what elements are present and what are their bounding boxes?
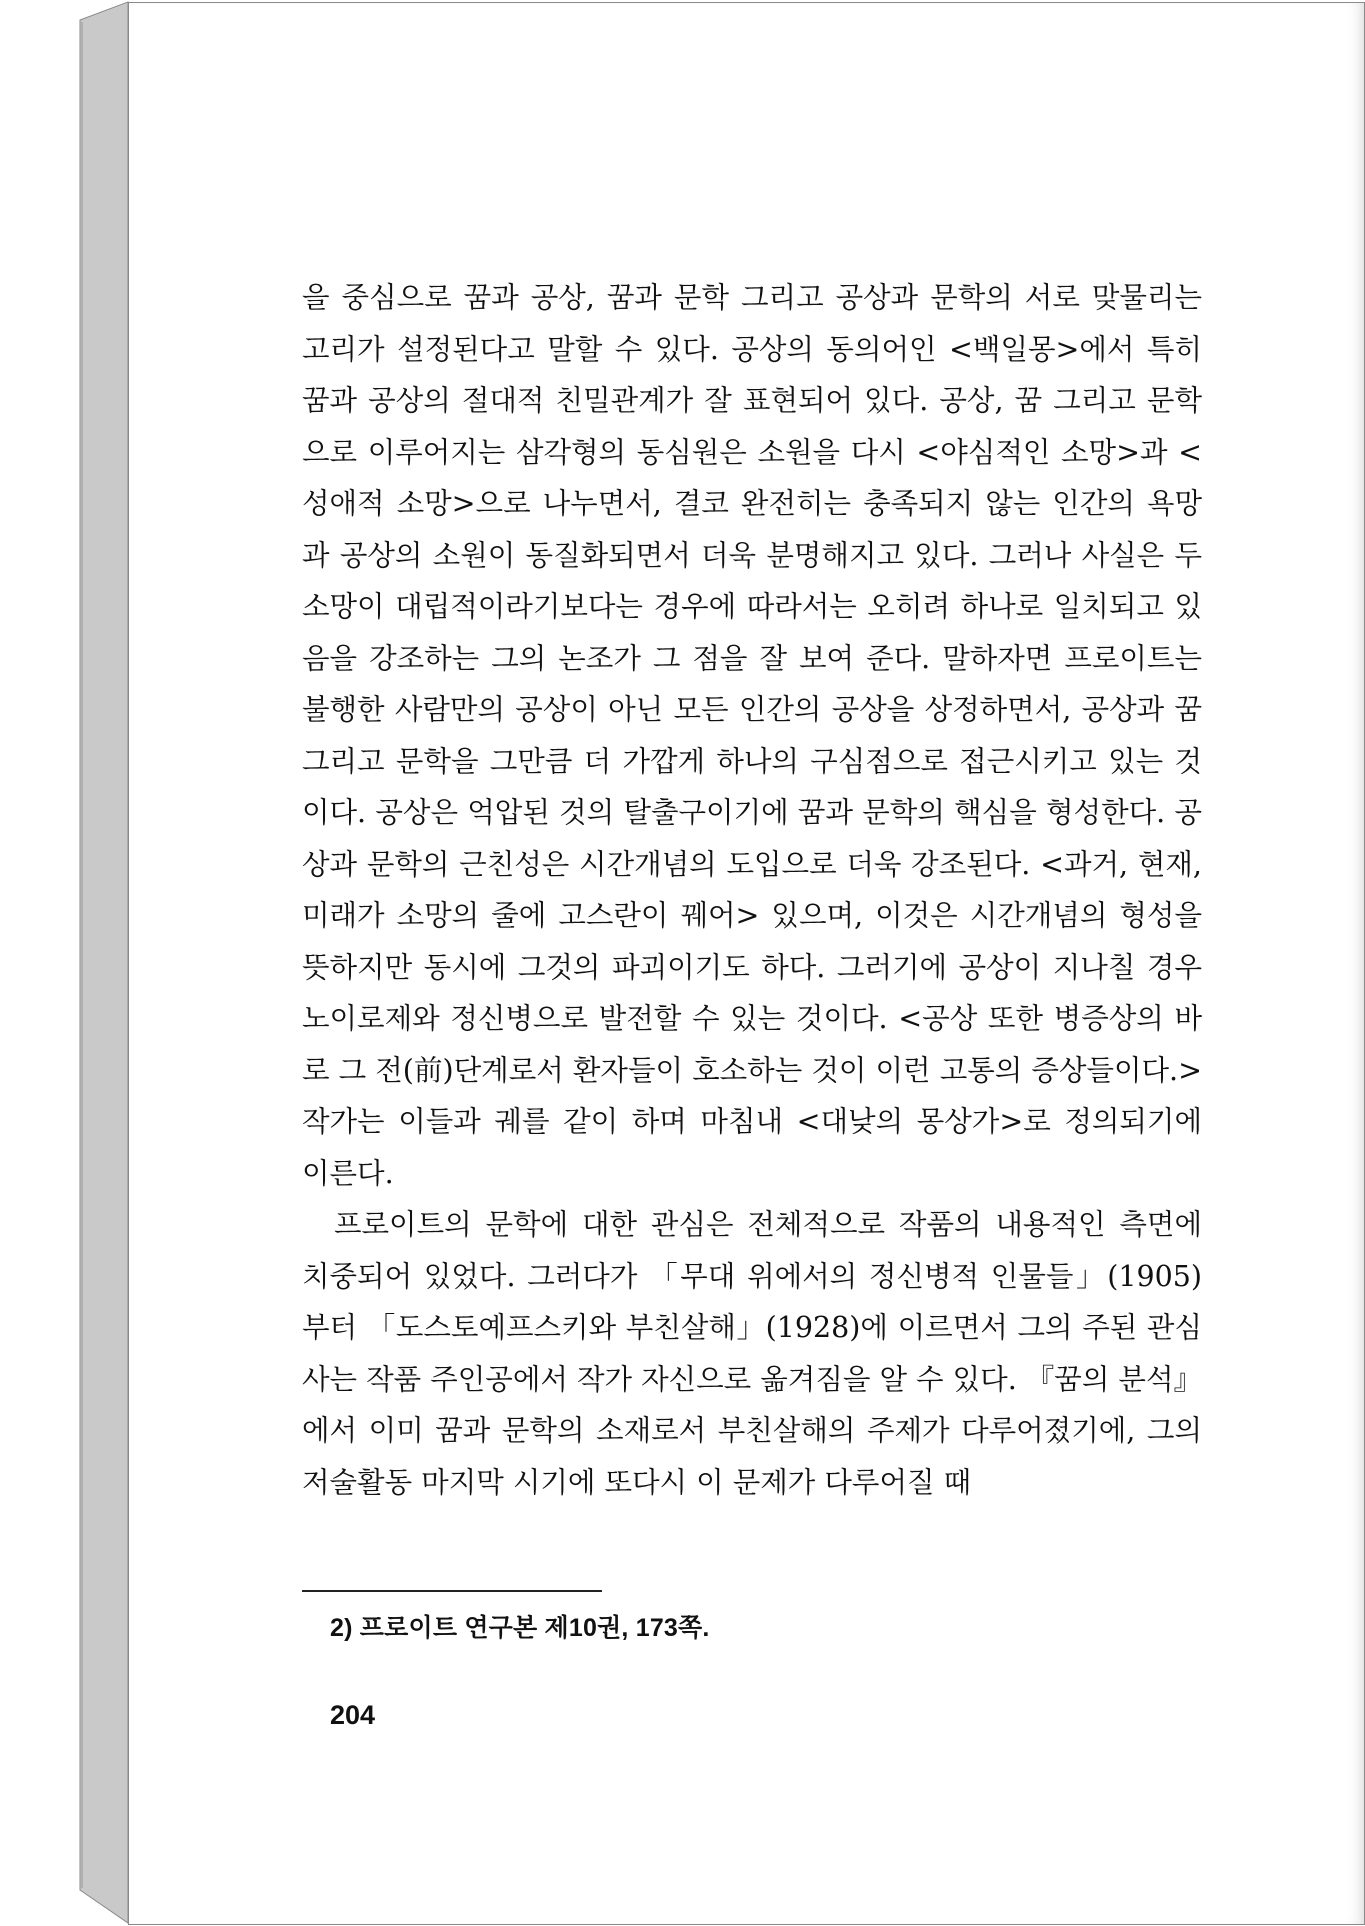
book-spine	[0, 0, 140, 1926]
footnote-divider	[302, 1590, 602, 1592]
paragraph: 프로이트의 문학에 대한 관심은 전체적으로 작품의 내용적인 측면에 치중되어 있었다. 그러다가 「무대 위에서의 정신병적 인물들」(1905)부터 「도스토예프스키와 부친살해」(1928)에 이르면서 그의 주된 관심사는 작품 주인공에서 작가 자신으로 옮겨짐을 알 수 있다. 『꿈의 분석』에서 이미 꿈과 문학의 소재로서 부친살해의 주제가 다루어졌기에, 그의 저술활동 마지막 시기에 또다시 이 문제가 다루어질 때	[302, 1208, 1202, 1499]
footnote: 2) 프로이트 연구본 제10권, 173쪽.	[330, 1614, 710, 1642]
page-number: 204	[330, 1700, 376, 1730]
body-text	[302, 272, 1202, 1508]
paragraph: 을 중심으로 꿈과 공상, 꿈과 문학 그리고 공상과 문학의 서로 맞물리는 고리가 설정된다고 말할 수 있다. 공상의 동의어인 <백일몽>에서 특히 꿈과 공상의 절대적 친밀관계가 잘 표현되어 있다. 공상, 꿈 그리고 문학으로 이루어지는 삼각형의 동심원은 소원을 다시 <야심적인 소망>과 <성애적 소망>으로 나누면서, 결코 완전히는 충족되지 않는 인간의 욕망과 공상의 소원이 동질화되면서 더욱 분명해지고 있다. 그러나 사실은 두 소망이 대립적이라기보다는 경우에 따라서는 오히려 하나로 일치되고 있음을 강조하는 그의 논조가 그 점을 잘 보여 준다. 말하자면 프로이트는 불행한 사람만의 공상이 아닌 모든 인간의 공상을 상정하면서, 공상과 꿈 그리고 문학을 그만큼 더 가깝게 하나의 구심점으로 접근시키고 있는 것이다. 공상은 억압된 것의 탈출구이기에 꿈과 문학의 핵심을 형성한다. 공상과 문학의 근친성은 시간개념의 도입으로 더욱 강조된다. <과거, 현재, 미래가 소망의 줄에 고스란이 꿰어> 있으며, 이것은 시간개념의 형성을 뜻하지만 동시에 그것의 파괴이기도 하다. 그러기에 공상이 지나칠 경우 노이로제와 정신병으로 발전할 수 있는 것이다. <공상 또한 병증상의 바로 그 전(前)단계로서 환자들이 호소하는 것이 이런 고통의 증상들이다.> 작가는 이들과 궤를 같이 하며 마침내 <대낮의 몽상가>로 정의되기에 이른다.	[302, 281, 1202, 1190]
